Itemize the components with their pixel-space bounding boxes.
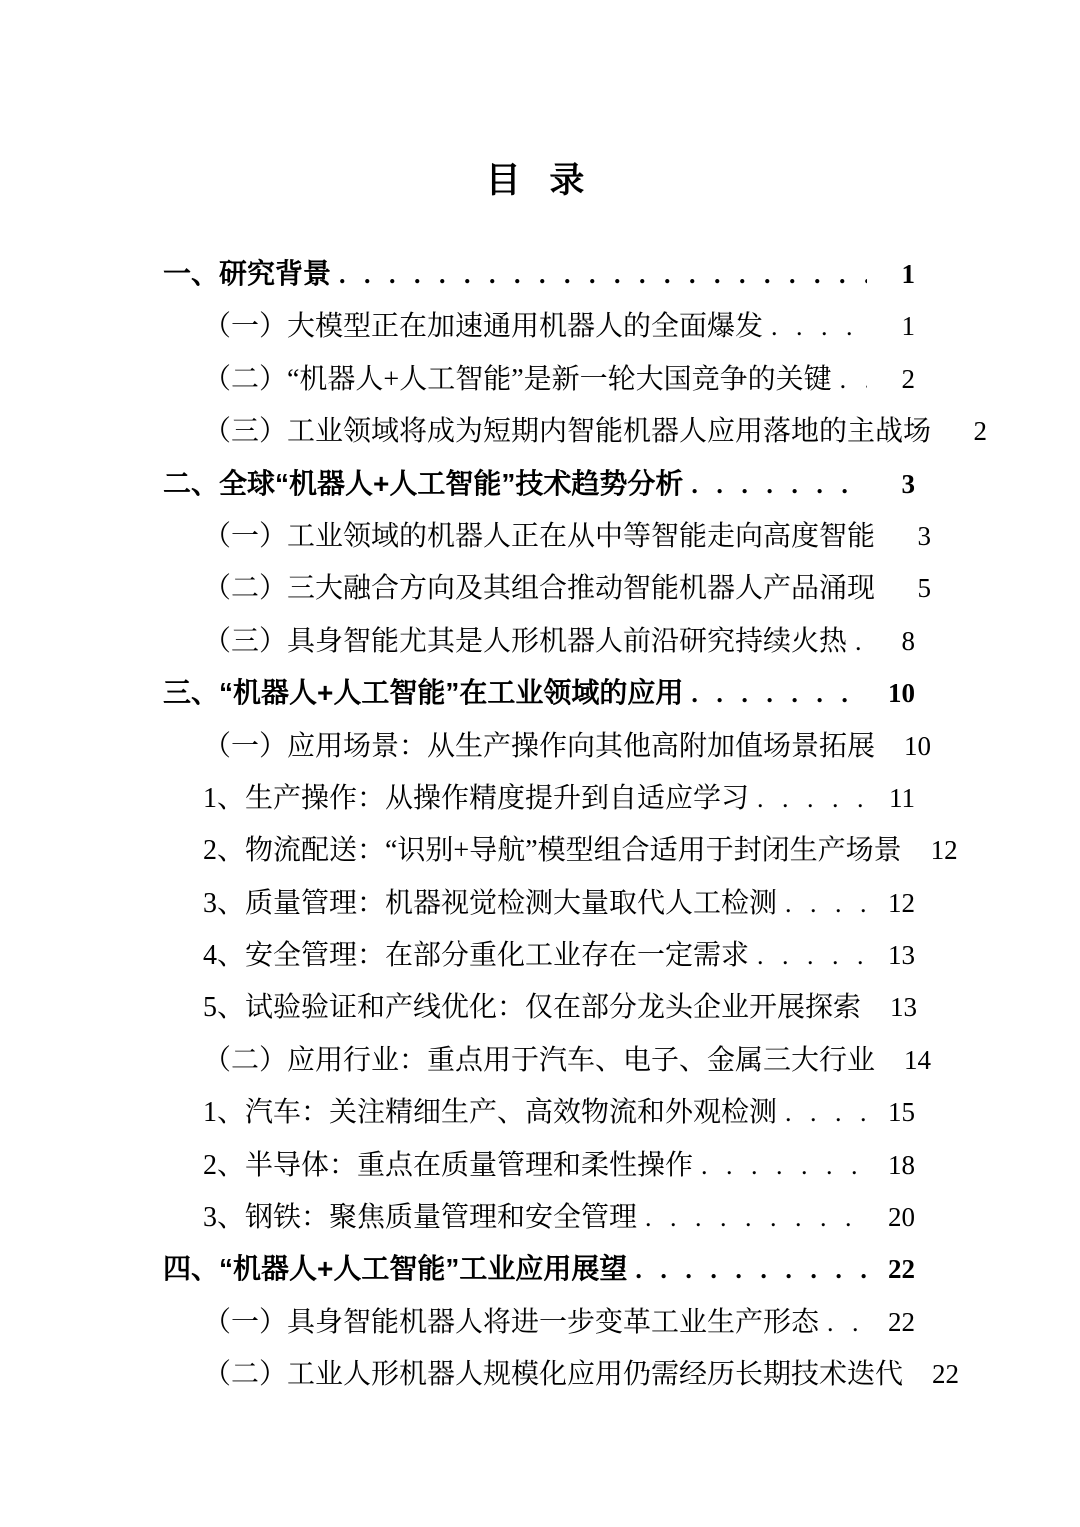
toc-entry[interactable]: [163, 772, 915, 824]
toc-entry-page: 12: [888, 887, 915, 918]
toc-entry[interactable]: [163, 824, 958, 876]
toc-entry-page: 2: [901, 363, 915, 394]
toc-entry-page: 22: [932, 1359, 960, 1390]
toc-entry-label: 二、全球“机器人+人工智能”技术趋势分析: [163, 467, 684, 499]
dot-leader: [840, 354, 867, 406]
dot-leader: [757, 773, 867, 825]
dot-leader: [691, 459, 867, 511]
toc-entry-page: 11: [889, 782, 915, 813]
toc-entry[interactable]: [163, 981, 918, 1033]
dot-leader: [785, 1087, 867, 1139]
toc-entry[interactable]: [163, 929, 915, 981]
dot-leader: [757, 930, 867, 982]
dot-leader: [855, 616, 867, 668]
toc-entry-label: 1、生产操作：从操作精度提升到自适应学习: [203, 782, 750, 814]
toc-entry[interactable]: [163, 1139, 915, 1191]
toc-entry-label: （二）工业人形机器人规模化应用仍需经历长期技术迭代: [203, 1359, 904, 1391]
toc-entry-label: （一）工业领域的机器人正在从中等智能走向高度智能: [203, 520, 876, 552]
toc-entry-label: 四、“机器人+人工智能”工业应用展望: [163, 1253, 628, 1285]
toc-entry-label: 2、物流配送：“识别+导航”模型组合适用于封闭生产场景: [203, 835, 902, 867]
toc-entry[interactable]: [163, 615, 915, 667]
toc-entry-page: 2: [973, 416, 988, 447]
toc-entry-label: 3、钢铁：聚焦质量管理和安全管理: [203, 1202, 638, 1234]
dot-leader: [701, 1140, 867, 1192]
toc-entry-label: （二）三大融合方向及其组合推动智能机器人产品涌现: [203, 573, 876, 605]
toc-entry[interactable]: [163, 510, 932, 562]
toc-entry-page: 22: [888, 1306, 915, 1337]
toc-entry[interactable]: [163, 1086, 915, 1138]
toc-entry[interactable]: [163, 300, 915, 352]
toc-entry-label: （二）应用行业：重点用于汽车、电子、金属三大行业: [203, 1044, 876, 1076]
toc-entry-page: 5: [917, 573, 932, 604]
toc-entry-label: （三）工业领域将成为短期内智能机器人应用落地的主战场: [203, 416, 932, 448]
toc-entry-page: 14: [904, 1044, 932, 1075]
toc-entry[interactable]: [163, 1296, 915, 1348]
toc-entry[interactable]: [163, 1034, 932, 1086]
toc-entry-label: （二）“机器人+人工智能”是新一轮大国竞争的关键: [203, 363, 832, 395]
toc-entry-page: 18: [888, 1149, 915, 1180]
toc-entry[interactable]: [163, 667, 915, 719]
dot-leader: [339, 249, 867, 301]
toc-entry[interactable]: [163, 877, 915, 929]
toc-entry[interactable]: [163, 1348, 960, 1400]
dot-leader: [635, 1244, 867, 1296]
toc-entry[interactable]: [163, 562, 932, 614]
toc-entry[interactable]: [163, 458, 915, 510]
toc-entry-label: （一）应用场景：从生产操作向其他高附加值场景拓展: [203, 730, 876, 762]
toc-entry-label: 三、“机器人+人工智能”在工业领域的应用: [163, 677, 684, 709]
toc-entry[interactable]: [163, 1243, 915, 1295]
toc-entry[interactable]: [163, 1191, 915, 1243]
toc-entry-label: 4、安全管理：在部分重化工业存在一定需求: [203, 940, 750, 972]
dot-leader: [785, 878, 867, 930]
dot-leader: [827, 1297, 867, 1349]
toc-entry-page: 20: [888, 1202, 915, 1233]
dot-leader: [691, 668, 867, 720]
toc-entry-page: 22: [888, 1254, 915, 1285]
page-title: 目 录: [485, 161, 595, 200]
toc-entry-page: 3: [901, 468, 915, 499]
toc-entry-label: （一）大模型正在加速通用机器人的全面爆发: [203, 311, 764, 343]
toc-entry[interactable]: [163, 248, 915, 300]
toc-entry-label: （一）具身智能机器人将进一步变革工业生产形态: [203, 1306, 820, 1338]
toc-entry-page: 13: [888, 940, 915, 971]
toc-entry-label: 5、试验验证和产线优化：仅在部分龙头企业开展探索: [203, 992, 862, 1024]
toc-entry-page: 10: [904, 730, 932, 761]
toc-entry[interactable]: [163, 353, 915, 405]
dot-leader: [645, 1192, 867, 1244]
toc-entry-page: 10: [888, 678, 915, 709]
toc-entry[interactable]: [163, 405, 988, 457]
toc-entry-page: 1: [901, 311, 915, 342]
dot-leader: [771, 301, 867, 353]
toc-entry-page: 13: [890, 992, 918, 1023]
toc-entry-page: 12: [930, 835, 958, 866]
toc-entry-page: 8: [901, 625, 915, 656]
toc-list: [163, 248, 988, 1401]
toc-entry-label: 1、汽车：关注精细生产、高效物流和外观检测: [203, 1097, 778, 1129]
toc-entry-label: 一、研究背景: [163, 258, 332, 289]
toc-entry-label: 2、半导体：重点在质量管理和柔性操作: [203, 1149, 694, 1181]
toc-entry-page: 3: [917, 520, 932, 551]
toc-entry-label: 3、质量管理：机器视觉检测大量取代人工检测: [203, 887, 778, 919]
toc-entry-label: （三）具身智能尤其是人形机器人前沿研究持续火热: [203, 625, 848, 657]
toc-entry[interactable]: [163, 720, 932, 772]
toc-entry-page: 1: [901, 259, 915, 289]
toc-entry-page: 15: [888, 1097, 915, 1128]
